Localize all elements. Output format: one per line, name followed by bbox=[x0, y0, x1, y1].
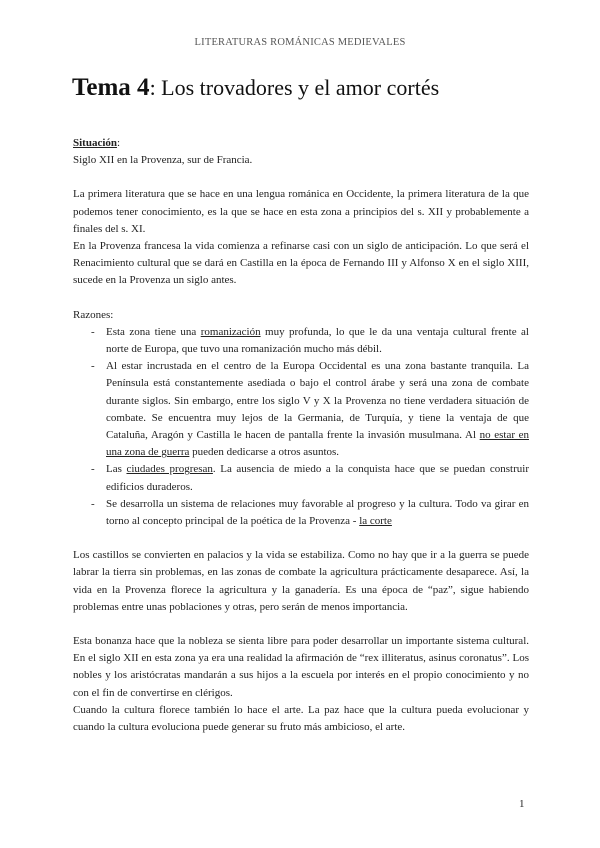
list-item-text: Esta zona tiene una bbox=[106, 325, 201, 338]
list-item-text: Las bbox=[106, 463, 127, 476]
underlined-term: la corte bbox=[359, 515, 392, 528]
underlined-term: romanización bbox=[200, 325, 261, 338]
list-item bbox=[73, 358, 529, 461]
razones-label: Razones: bbox=[73, 308, 114, 321]
list-item bbox=[73, 461, 529, 495]
paragraph-2: En la Provenza francesa la vida comienza a refinarse casi con un siglo de anticipación. Lo que será el Renacimiento cultural que se dará en Castilla en la época de Fernando III y Alfonso X en el siglo XIII, sucede en la Provenza un siglo antes. bbox=[73, 240, 529, 287]
list-item-text: Se desarrolla un sistema de relaciones muy favorable al progreso y la cultura. Todo va girar en torno al concepto principal de la poética de la Provenza - bbox=[106, 497, 529, 528]
title-number: Tema 4 bbox=[72, 74, 150, 101]
situacion-heading: Situación bbox=[73, 137, 118, 149]
list-item-text: muy profunda, lo que le da una ventaja cultural frente al norte de Europa, que tuvo una romanización mucho más débil. bbox=[106, 325, 529, 356]
title-text: : Los trovadores y el amor cortés bbox=[149, 75, 440, 100]
paragraph-4: Esta bonanza hace que la nobleza se sienta libre para poder desarrollar un importante sistema cultural. En el siglo XII en esta zona ya era una realidad la afirmación de “rex illiteratus, asinus coronatus”. Los nobles y los aristócratas mandarán a sus hijos a la escuela por interés en el propio conocimiento y no con el fin de convertirse en clérigos. bbox=[73, 635, 529, 699]
paragraph-5: Cuando la cultura florece también lo hace el arte. La paz hace que la cultura pueda evolucionar y cuando la cultura evoluciona puede generar su fruto más ambicioso, el arte. bbox=[73, 703, 529, 734]
situacion-text: Siglo XII en la Provenza, sur de Francia. bbox=[73, 154, 253, 167]
document-body bbox=[73, 135, 529, 736]
list-dash: - bbox=[91, 325, 95, 338]
list-item-text: pueden dedicarse a otros asuntos. bbox=[189, 446, 340, 459]
list-item-text: Al estar incrustada en el centro de la Europa Occidental es una zona bastante tranquila. La Península está constantemente asediada o bajo el control árabe y será una zona de combate durante siglos. Sin embargo, entre los siglo V y X la Provenza no tiene verdadera situación de combate. Se encuentra muy lejos de la Germania, de Turquía, y tiene la ventaja de que Cataluña, Aragón y Castilla le hacen de pantalla frente la invasión musulmana. Al bbox=[106, 360, 529, 442]
running-header: LITERATURAS ROMÁNICAS MEDIEVALES bbox=[194, 37, 406, 48]
paragraph-1: La primera literatura que se hace en una lengua románica en Occidente, la primera literatura de la que podemos tener conocimiento, es la que se hace en esta zona a principios del s. XII y probablemente a finales del s. XI. bbox=[73, 188, 529, 235]
situacion-colon: : bbox=[117, 137, 121, 149]
list-item bbox=[73, 324, 529, 358]
list-dash: - bbox=[91, 463, 95, 476]
list-dash: - bbox=[91, 360, 95, 373]
paragraph-3: Los castillos se convierten en palacios y la vida se estabiliza. Como no hay que ir a la guerra se puede labrar la tierra sin problemas, en las zonas de combate la agricultura prácticamente desaparece. Así, la vida en la Provenza florece la agricultura y la ganadería. Es una época de “paz”, sigue habiendo problemas entre unas poblaciones y otras, pero serán de menos importancia. bbox=[73, 549, 529, 613]
razones-list bbox=[73, 324, 529, 530]
page-number: 1 bbox=[519, 798, 525, 810]
list-dash: - bbox=[91, 497, 95, 510]
underlined-term: ciudades progresan bbox=[126, 463, 213, 476]
page-title bbox=[72, 74, 439, 102]
underlined-term: no estar en una zona de guerra bbox=[106, 429, 529, 459]
list-item-text: . La ausencia de miedo a la conquista hace que se puedan construir edificios duraderos. bbox=[106, 463, 529, 493]
list-item bbox=[73, 496, 529, 530]
situacion-heading-line bbox=[73, 135, 529, 152]
